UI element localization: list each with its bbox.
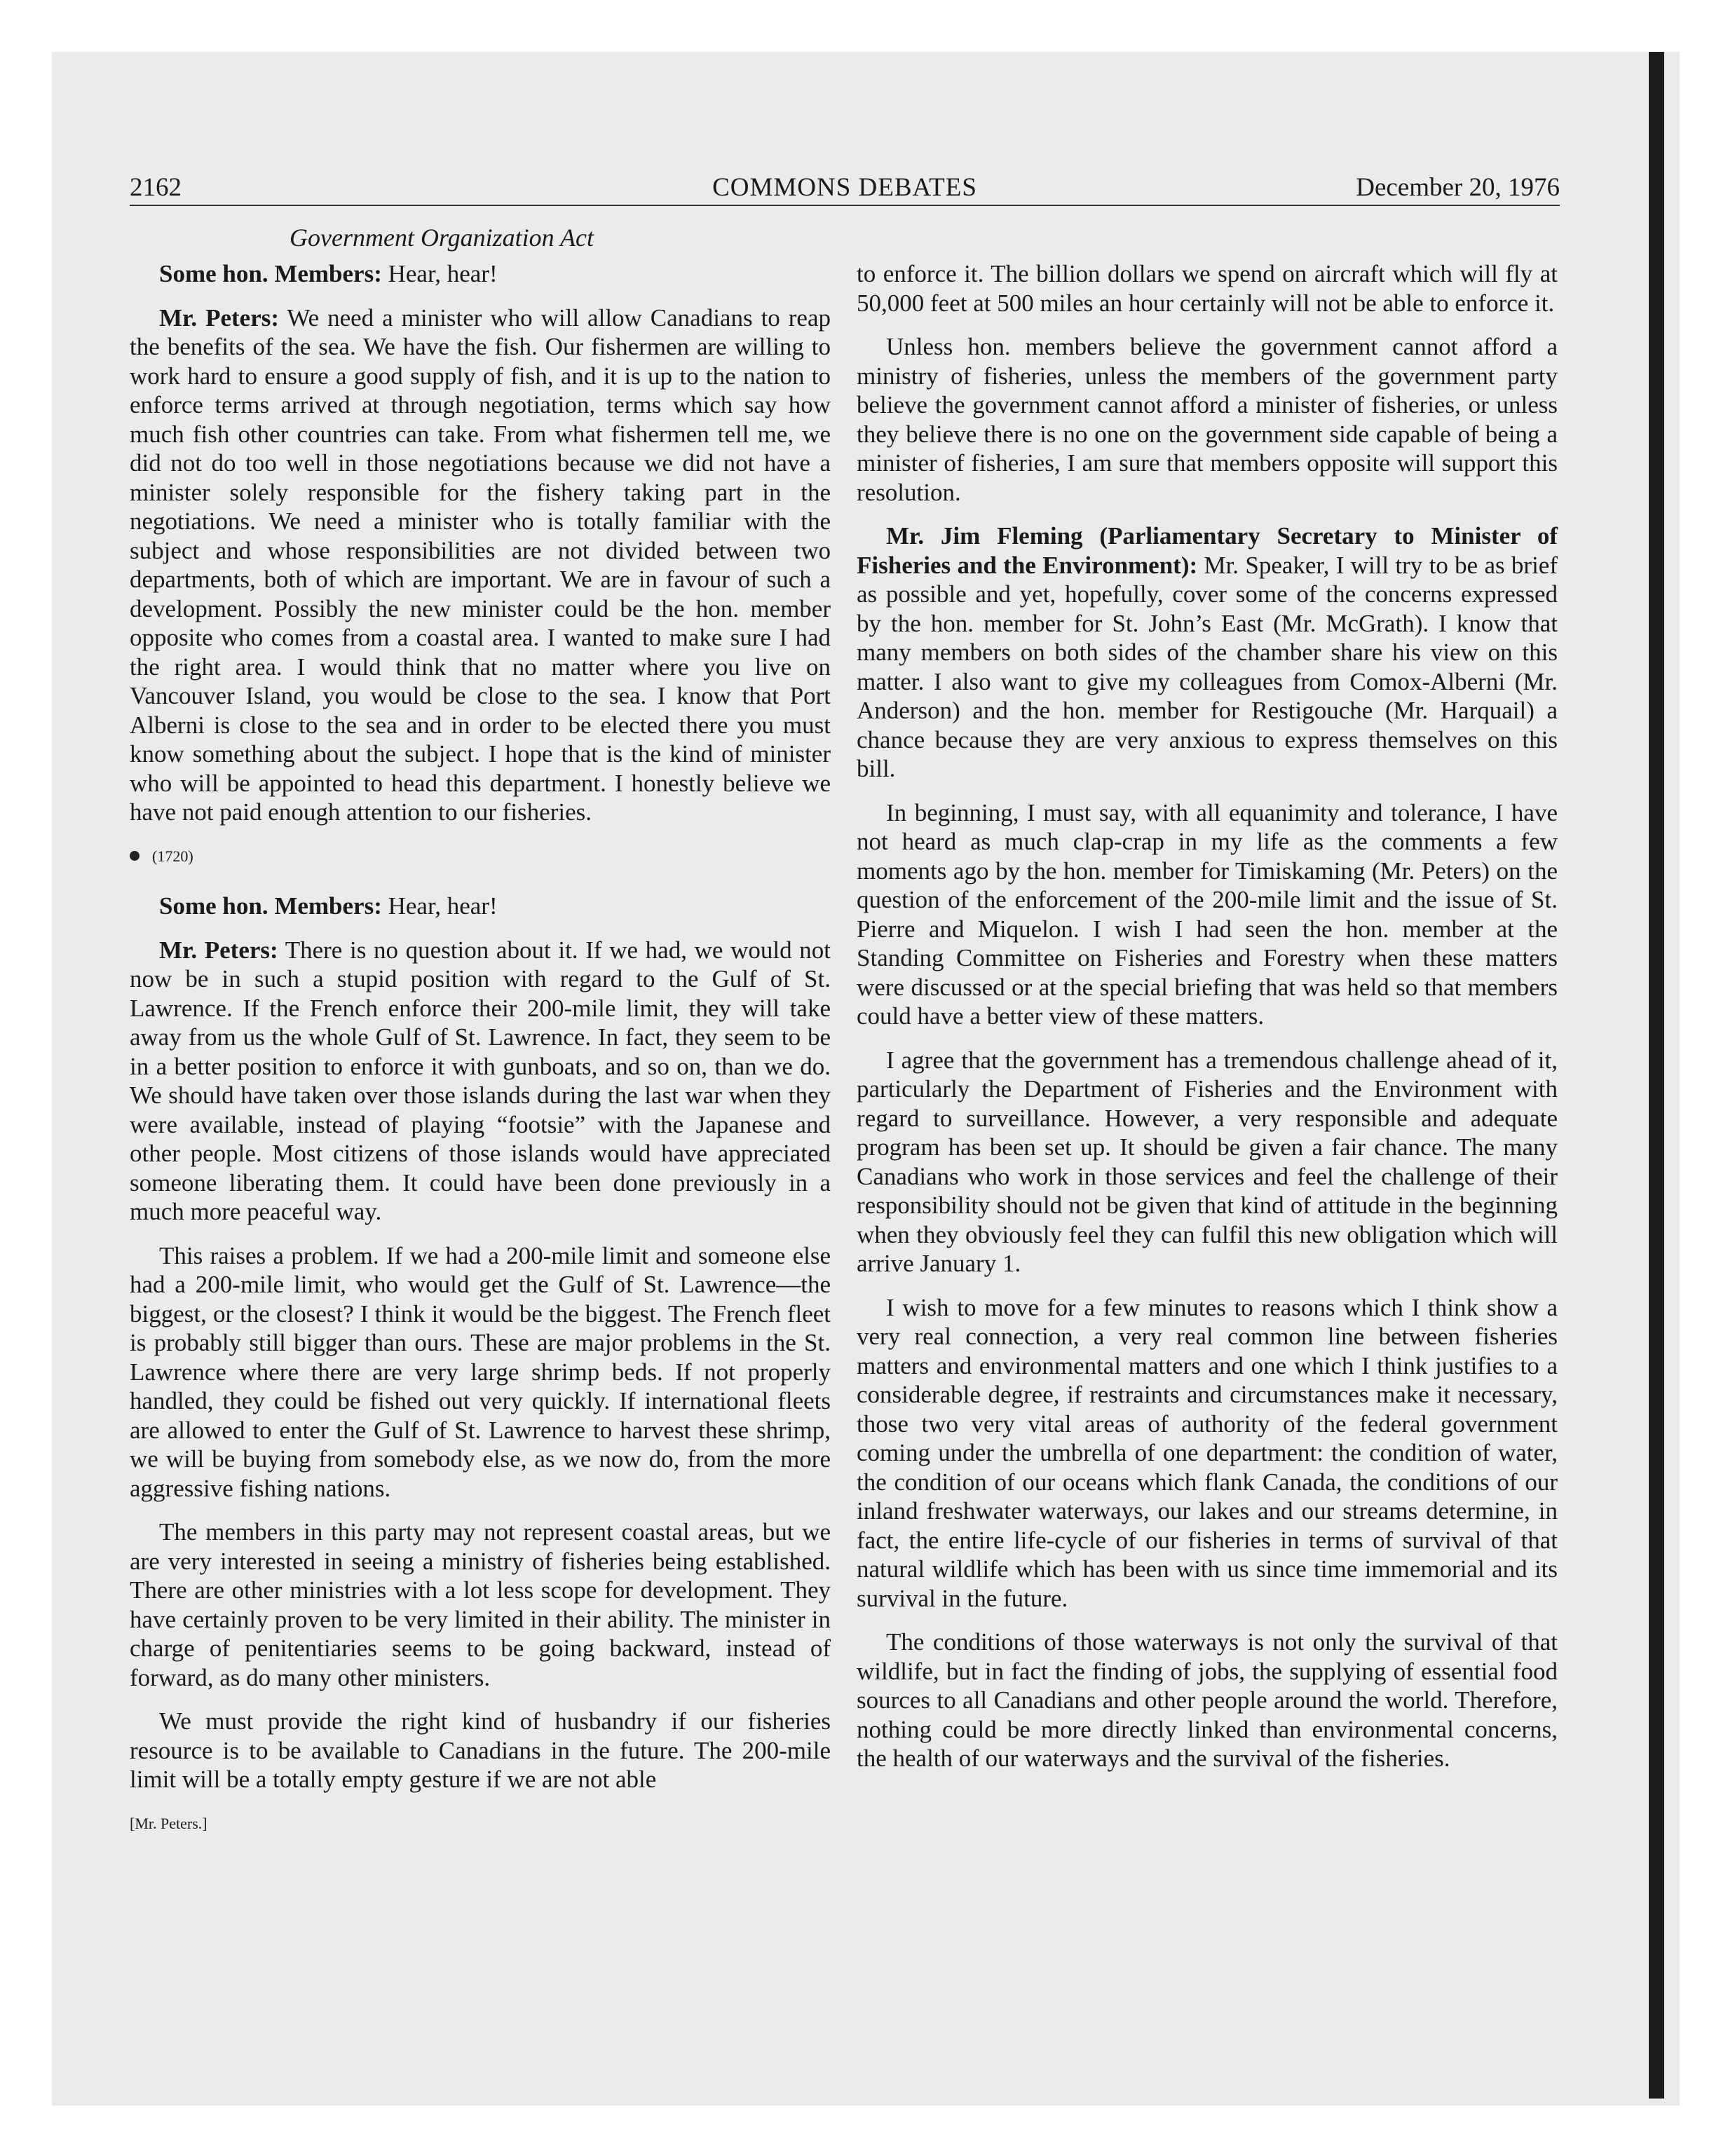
paragraph <box>857 521 1558 784</box>
paragraph: This raises a problem. If we had a 200-mile limit and someone else had a 200-mile limit, who would get the Gulf of St. Lawrence—the biggest, or the closest? I think it would be the biggest. The French fleet is probably still bigger than ours. These are major problems in the St. Lawrence where there are very large shrimp beds. If not properly handled, they could be fished out very quickly. If international fleets are allowed to enter the Gulf of St. Lawrence to harvest these shrimp, we will be buying from somebody else, as we now do, from the more aggressive fishing nations. <box>130 1241 831 1502</box>
time-marker <box>130 842 831 871</box>
speech-text: We need a minister who will allow Canadians to reap the benefits of the sea. We have the fish. Our fishermen are willing to work hard to ensure a good supply of fish, and it is up to the nation to enforce terms arrived at through negotiation, terms which say how much fish other countries can take. From what fishermen tell me, we did not do too well in those negotiations because we did not have a minister solely responsible for the fishery taking part in the negotiations. We need a minister who is totally familiar with the subject and whose responsibilities are not divided between two departments, both of which are important. We are in favour of such a development. Possibly the new minister could be the hon. member opposite who comes from a coastal area. I wanted to make sure I had the right area. I would think that no matter where you live on Vancouver Island, you would be close to the sea. I know that Port Alberni is close to the sea and in order to be elected there you must know something about the subject. I hope that is the kind of minister who will be appointed to head this department. I honestly believe we have not paid enough attention to our fisheries. <box>130 303 831 826</box>
paragraph: Unless hon. members believe the government cannot afford a ministry of fisheries, unless the members of the government party believe the government cannot afford a minister of fisheries, or unless they believe there is no one on the government side capable of being a minister of fisheries, I am sure that members opposite will support this resolution. <box>857 333 1558 506</box>
paragraph <box>130 936 831 1227</box>
paragraph <box>130 892 831 921</box>
paragraph: The conditions of those waterways is not only the survival of that wildlife, but in fact the finding of jobs, the supplying of essential food sources to all Canadians and other people around the world. Therefore, nothing could be more directly linked than environmental concerns, the health of our waterways and the survival of the fisheries. <box>857 1628 1558 1772</box>
speaker-attribution: [Mr. Peters.] <box>130 1814 207 1832</box>
speech-text: There is no question about it. If we had, we would not now be in such a stupid position with regard to the Gulf of St. Lawrence. If the French enforce their 200-mile limit, they will take away from us the whole Gulf of St. Lawrence. In fact, they seem to be in a better position to enforce it with gunboats, and so on, than we do. We should have taken over those islands during the last war when they were available, instead of playing “footsie” with the Japanese and other people. Most citizens of those islands would have appreciated someone liberating them. It could have been done previously in a much more peaceful way. <box>130 936 831 1225</box>
section-title: Government Organization Act <box>290 224 594 252</box>
time-marker-label: (1720) <box>152 847 193 865</box>
header-rule <box>130 205 1560 206</box>
paragraph: I wish to move for a few minutes to reasons which I think show a very real connection, a very real common line between fisheries matters and environmental matters and one which I think justifies to a considerable degree, if restraints and circumstances make it necessary, those two very vital areas of authority of the federal government coming under the umbrella of one department: the condition of water, the condition of our oceans which flank Canada, the conditions of our inland freshwater waterways, our lakes and our streams determine, in fact, the entire life-cycle of our fisheries in terms of survival of that natural wildlife which has been with us since time immemorial and its survival in the future. <box>857 1293 1558 1612</box>
page-header <box>130 170 1560 206</box>
paragraph: In beginning, I must say, with all equanimity and tolerance, I have not heard as much clap-crap in my life as the comments a few moments ago by the hon. member for Timiskaming (Mr. Peters) on the question of the enforcement of the 200-mile limit and the issue of St. Pierre and Miquelon. I wish I had seen the hon. member at the Standing Committee on Fisheries and Forestry when these matters were discussed or at the special briefing that was held so that members could have a better view of these matters. <box>857 798 1558 1030</box>
paragraph <box>130 303 831 827</box>
speech-text: Mr. Speaker, I will try to be as brief as possible and yet, hopefully, cover some of the concerns expressed by the hon. member for St. John’s East (Mr. McGrath). I know that many members on both sides of the chamber share his view on this matter. I also want to give my colleagues from Comox-Alberni (Mr. Anderson) and the hon. member for Restigouche (Mr. Harquail) a chance because they are very anxious to express themselves on this bill. <box>857 551 1558 782</box>
speaker-name: Mr. Jim Fleming (Parliamentary Secretary to Minister of Fisheries and the Environment): <box>857 522 1558 579</box>
speaker-name: Some hon. Members: <box>159 892 382 920</box>
page-number: 2162 <box>130 173 182 202</box>
speaker-name: Mr. Peters: <box>159 936 278 964</box>
speaker-name: Some hon. Members: <box>159 260 382 287</box>
publication-title: COMMONS DEBATES <box>712 173 977 202</box>
paragraph: The members in this party may not represent coastal areas, but we are very interested in seeing a ministry of fisheries being established. There are other ministries with a lot less scope for development. They have certainly proven to be very limited in their ability. The minister in charge of penitentiaries seems to be going backward, instead of forward, as do many other ministers. <box>130 1518 831 1691</box>
paragraph: to enforce it. The billion dollars we spend on aircraft which will fly at 50,000 feet at 500 miles an hour certainly will not be able to enforce it. <box>857 260 1558 317</box>
paragraph: We must provide the right kind of husbandry if our fisheries resource is to be available to Canadians in the future. The 200-mile limit will be a totally empty gesture if we are not able <box>130 1707 831 1793</box>
speaker-name: Mr. Peters: <box>159 303 280 332</box>
left-column <box>130 259 831 1838</box>
scan-edge-bar <box>1649 52 1664 2099</box>
publication-date: December 20, 1976 <box>1356 173 1560 202</box>
speech-text: Hear, hear! <box>381 260 498 287</box>
paragraph <box>130 259 831 289</box>
speech-text: Hear, hear! <box>381 892 498 920</box>
bullet-icon <box>130 851 140 861</box>
paragraph: I agree that the government has a tremendous challenge ahead of it, particularly the Department of Fisheries and the Environment with regard to surveillance. However, a very responsible and adequate program has been set up. It should be given a fair chance. The many Canadians who work in those services and feel the challenge of their responsibility should not be given that kind of attitude in the beginning when they obviously feel they can fulfil this new obligation which will arrive January 1. <box>857 1046 1558 1277</box>
right-column <box>857 259 1558 1788</box>
